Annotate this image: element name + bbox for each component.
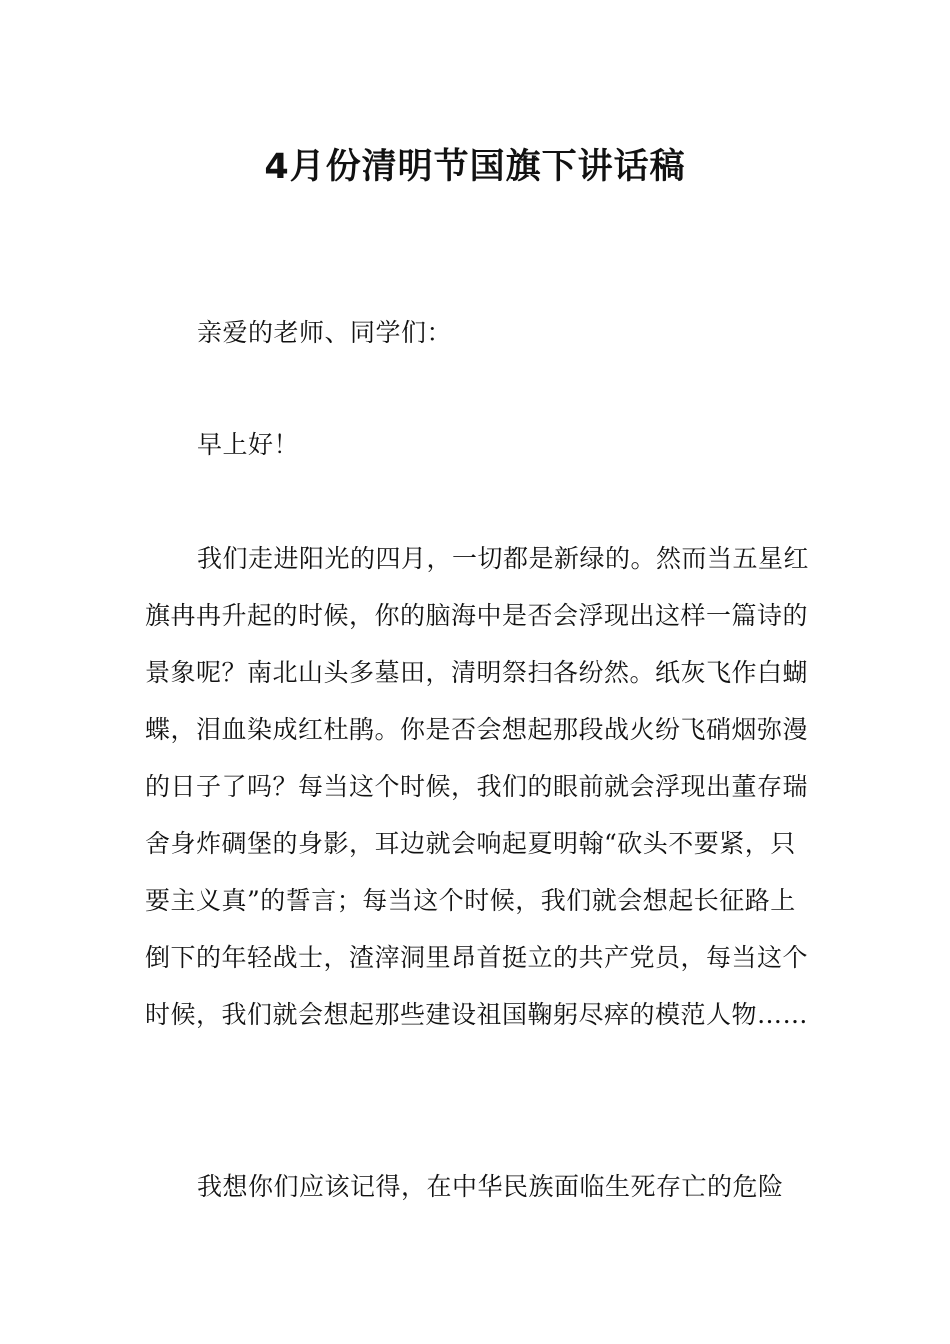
body-paragraph-1: 我们走进阳光的四月，一切都是新绿的。然而当五星红旗冉冉升起的时候，你的脑海中是否会浮现出这样一篇诗的景象呢？南北山头多墓田，清明祭扫各纷然。纸灰飞作白蝴蝶，泪血染成红杜鹃。你是否会想起那段战火纷飞硝烟弥漫的日子了吗？每当这个时候，我们的眼前就会浮现出董存瑞舍身炸碉堡的身影，耳边就会响起夏明翰“砍头不要紧，只要主义真”的誓言；每当这个时候，我们就会想起长征路上倒下的年轻战士，渣滓洞里昂首挺立的共产党员，每当这个时候，我们就会想起那些建设祖国鞠躬尽瘁的模范人物……: [145, 544, 810, 1029]
greeting-paragraph: 亲爱的老师、同学们：: [197, 318, 453, 347]
body-paragraph-2: 我想你们应该记得，在中华民族面临生死存亡的危险: [197, 1172, 784, 1201]
morning-paragraph: 早上好！: [197, 430, 300, 459]
page-title: 4月份清明节国旗下讲话稿: [264, 147, 686, 188]
